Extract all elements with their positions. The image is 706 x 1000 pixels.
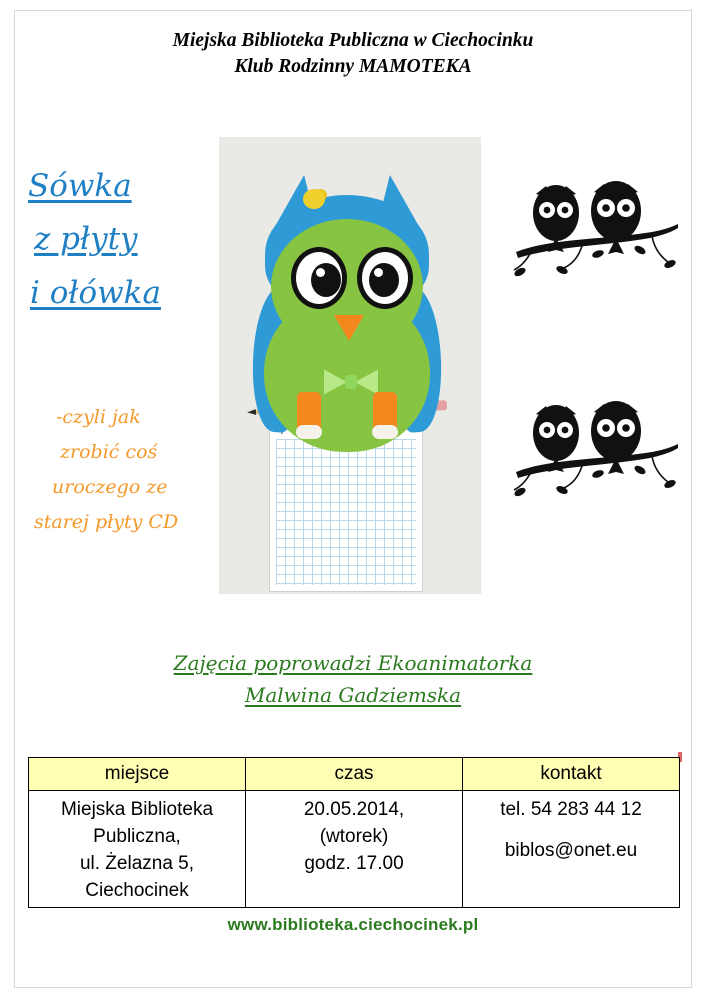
table-header-row <box>29 758 680 791</box>
presenter-info <box>0 647 706 711</box>
bow-left <box>323 369 347 395</box>
footer-website[interactable]: www.biblioteka.ciechocinek.pl <box>227 915 479 934</box>
owl-bow <box>323 369 379 395</box>
table-header-contact: kontakt <box>463 758 680 791</box>
title-line-1: Sówka <box>28 168 132 204</box>
table-cell-place <box>29 791 246 908</box>
poster-header <box>0 28 706 79</box>
owls-on-branch-icon-bottom <box>512 400 682 510</box>
time-line-3: godz. 17.00 <box>304 852 404 874</box>
owl-eye-glint-right <box>374 268 383 277</box>
owls-on-branch-icon-top <box>512 180 682 290</box>
bow-knot <box>345 375 357 389</box>
flower-icon <box>303 189 325 209</box>
place-line-4: Ciechocinek <box>85 879 189 901</box>
owl-toe-right <box>372 425 398 439</box>
owl-toe-left <box>296 425 322 439</box>
title-line-3: i ołówka <box>30 274 161 311</box>
header-line-1: Miejska Biblioteka Publiczna w Ciechocinku <box>172 30 534 51</box>
poster-subtitle <box>34 400 234 541</box>
contact-email[interactable]: biblos@onet.eu <box>504 839 638 861</box>
time-line-2: (wtorek) <box>319 825 389 847</box>
table-cell-contact <box>463 791 680 908</box>
contact-phone: tel. 54 283 44 12 <box>500 799 642 820</box>
time-line-1: 20.05.2014, <box>303 799 405 820</box>
poster-title <box>28 160 238 320</box>
owl-eye-glint-left <box>316 268 325 277</box>
subtitle-line-3: uroczego ze <box>52 476 168 499</box>
subtitle-line-4: starej płyty CD <box>34 511 179 534</box>
place-line-1: Miejska Biblioteka <box>60 799 214 820</box>
header-line-2: Klub Rodzinny MAMOTEKA <box>234 55 472 77</box>
pencil-lead <box>247 409 256 415</box>
table-header-time: czas <box>246 758 463 791</box>
owl-pupil-right <box>369 263 399 297</box>
subtitle-line-1: -czyli jak <box>56 406 141 428</box>
presenter-line-2: Malwina Gadziemska <box>244 683 462 707</box>
table-cell-time <box>246 791 463 908</box>
bow-right <box>355 369 379 395</box>
owl-pupil-left <box>311 263 341 297</box>
notepad-grid <box>276 439 416 585</box>
table-row <box>29 791 680 908</box>
place-line-2: Publiczna, <box>93 825 181 847</box>
title-line-2: z płyty <box>34 221 138 258</box>
presenter-line-1: Zajęcia poprowadzi Ekoanimatorka <box>173 651 533 675</box>
subtitle-line-2: zrobić coś <box>60 441 158 464</box>
table-header-place: miejsce <box>29 758 246 791</box>
event-info-table <box>28 757 680 908</box>
place-line-3: ul. Żelazna 5, <box>79 852 195 874</box>
owl-craft-photo <box>219 137 481 594</box>
contact-spacer <box>467 824 675 838</box>
